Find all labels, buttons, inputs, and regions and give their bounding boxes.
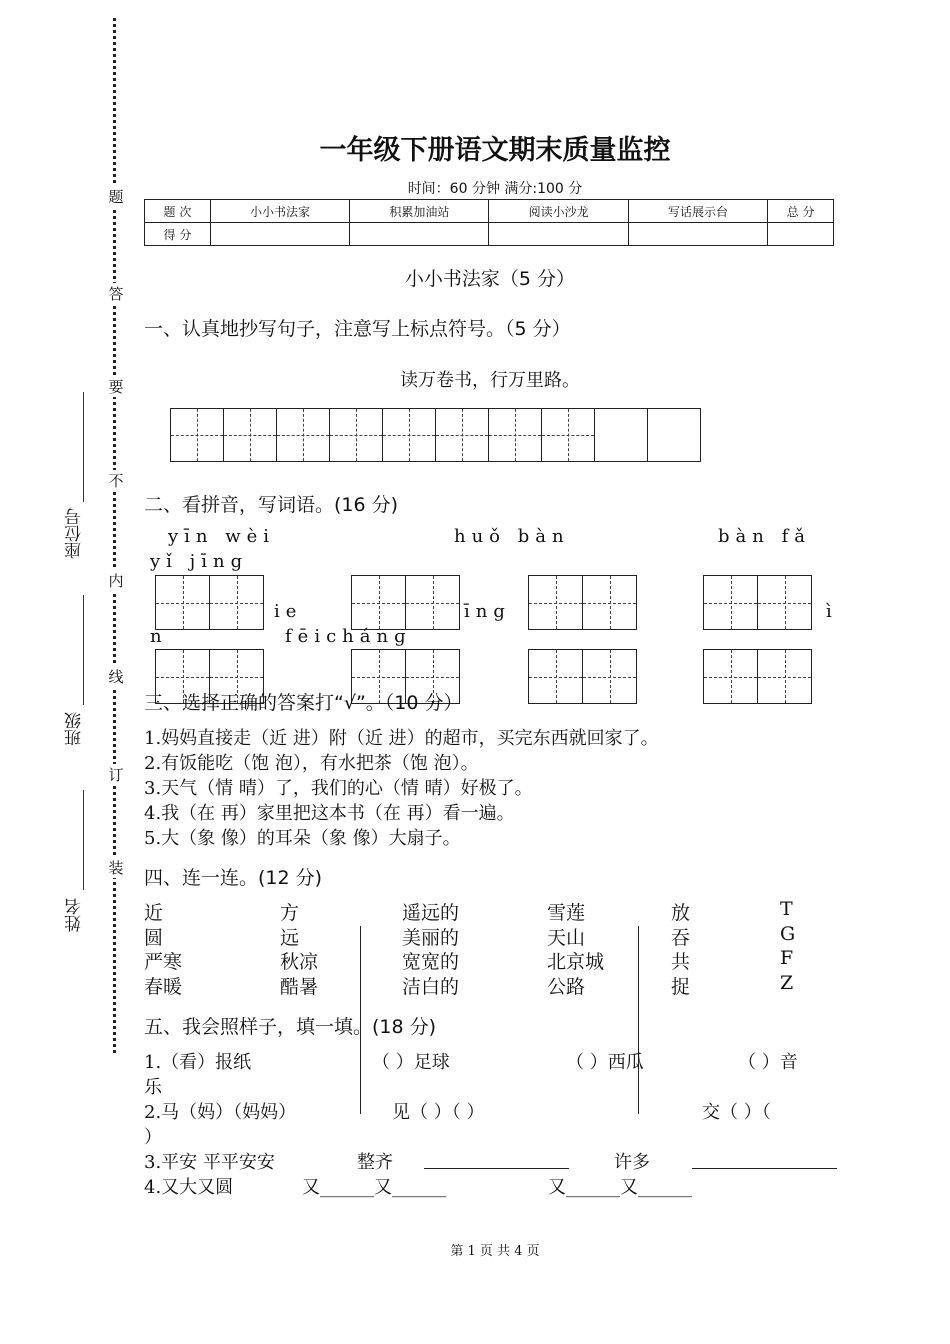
match-item[interactable]: T: [780, 898, 793, 920]
grid-cell[interactable]: [541, 408, 595, 462]
score-cell[interactable]: [350, 223, 489, 246]
grid-cell[interactable]: [209, 575, 264, 630]
grid-cell[interactable]: [582, 649, 637, 704]
score-header: 写话展示台: [628, 200, 767, 223]
match-item[interactable]: 酷暑: [280, 976, 319, 998]
section-heading: 小小书法家（5 分）: [404, 268, 576, 290]
page-title: 一年级下册语文期末质量监控: [319, 135, 671, 166]
grid-cell[interactable]: [582, 575, 637, 630]
match-item[interactable]: 远: [280, 927, 300, 949]
score-cell[interactable]: [210, 223, 349, 246]
binding-char: 要: [108, 378, 124, 396]
grid-cell[interactable]: [405, 575, 460, 630]
match-item[interactable]: 洁白的: [402, 976, 460, 998]
binding-char: 题: [108, 188, 124, 206]
question-2-heading: 二、看拼音，写词语。(16 分): [144, 494, 399, 516]
choice-line: 2.有饭能吃（饱 泡），有水把茶（饱 泡）。: [144, 753, 479, 774]
score-header: 小小书法家: [210, 200, 349, 223]
tianzige-pair[interactable]: [529, 649, 637, 704]
tianzige-pair[interactable]: [529, 575, 637, 630]
score-row-label: 得 分: [145, 223, 211, 246]
answer-underline[interactable]: [692, 1168, 837, 1169]
match-item[interactable]: 北京城: [547, 951, 605, 973]
grid-cell[interactable]: [528, 649, 583, 704]
pinyin: yǐ jīng: [150, 551, 249, 572]
grid-cell[interactable]: [382, 408, 436, 462]
column-divider: [638, 926, 639, 1114]
choice-line: 5.大（象 像）的耳朵（象 像）大扇子。: [144, 828, 461, 849]
pinyin: ie: [274, 601, 303, 622]
grid-cell[interactable]: [703, 649, 758, 704]
pinyin: ì: [826, 601, 838, 622]
grid-cell[interactable]: [703, 575, 758, 630]
choice-line: 1.妈妈直接走（近 进）附（近 进）的超市，买完东西就回家了。: [144, 728, 659, 749]
grid-cell[interactable]: [170, 408, 224, 462]
fill-blank[interactable]: （ ）足球: [372, 1052, 450, 1073]
match-item[interactable]: 秋凉: [280, 951, 319, 973]
page-footer: 第 1 页 共 4 页: [450, 1244, 540, 1259]
grid-cell[interactable]: [276, 408, 330, 462]
fill-blank[interactable]: 又______又______: [302, 1177, 446, 1198]
grid-cell[interactable]: [155, 575, 210, 630]
fill-line: 1.（看）报纸: [144, 1052, 252, 1073]
binding-char: 答: [108, 285, 124, 303]
score-header: 总 分: [768, 200, 834, 223]
question-5-heading: 五、我会照样子，填一填。(18 分): [144, 1016, 437, 1038]
fill-line: 许多: [614, 1152, 650, 1173]
choice-line: 3.天气（情 晴）了，我们的心（情 晴）好极了。: [144, 778, 533, 799]
match-item[interactable]: 宽宽的: [402, 951, 460, 973]
match-item[interactable]: 近: [144, 902, 164, 924]
binding-char: 线: [108, 668, 124, 686]
score-table: [144, 199, 834, 246]
answer-underline[interactable]: [424, 1168, 569, 1169]
fill-line: 乐: [144, 1077, 162, 1098]
match-item[interactable]: 捉: [671, 976, 691, 998]
tianzige-pair[interactable]: [704, 575, 812, 630]
grid-cell[interactable]: [223, 408, 277, 462]
binding-char: 不: [108, 472, 124, 490]
choice-line: 4.我（在 再）家里把这本书（在 再）看一遍。: [144, 803, 515, 824]
match-item[interactable]: 天山: [547, 927, 586, 949]
name-line: [83, 790, 84, 890]
question-1-heading: 一、认真地抄写句子，注意写上标点符号。（5 分）: [144, 318, 571, 340]
fill-line: ）: [144, 1127, 162, 1148]
match-item[interactable]: 圆: [144, 927, 164, 949]
fill-blank[interactable]: （ ）西瓜: [566, 1052, 644, 1073]
fill-blank[interactable]: 见（ ）（ ）: [392, 1102, 485, 1123]
fill-blank[interactable]: （ ）音: [738, 1052, 798, 1073]
grid-cell[interactable]: [594, 408, 648, 462]
pinyin: fēichánɡ: [285, 626, 412, 647]
name-label: 姓名: [65, 898, 85, 932]
grid-cell[interactable]: [757, 575, 812, 630]
pinyin: huǒ bàn: [454, 526, 570, 547]
question-3-heading: 三、选择正确的答案打“√”。（10 分）: [144, 692, 463, 714]
score-header: 阅读小沙龙: [489, 200, 628, 223]
fill-line: 3.平安 平平安安: [144, 1152, 275, 1173]
score-cell[interactable]: [489, 223, 628, 246]
pinyin: yīn wèi: [168, 526, 276, 547]
grid-cell[interactable]: [757, 649, 812, 704]
grid-cell[interactable]: [488, 408, 542, 462]
pinyin: īng: [464, 601, 511, 622]
grid-cell[interactable]: [329, 408, 383, 462]
fill-blank[interactable]: 又______又______: [548, 1177, 692, 1198]
match-item[interactable]: 放: [671, 902, 691, 924]
pinyin: bàn fǎ: [718, 526, 811, 547]
binding-dotted-line: [113, 18, 116, 1053]
class-label: 班级: [65, 712, 85, 746]
writing-grid[interactable]: [171, 408, 701, 462]
match-item[interactable]: 美丽的: [402, 927, 460, 949]
exam-info: 时间：60 分钟 满分:100 分: [407, 181, 583, 197]
fill-blank[interactable]: 交（ ）（: [702, 1102, 771, 1123]
class-line: [83, 595, 84, 705]
grid-cell[interactable]: [351, 575, 406, 630]
question-4-heading: 四、连一连。(12 分): [144, 867, 323, 889]
match-item[interactable]: 春暖: [144, 976, 183, 998]
fill-line: 2.马（妈）（妈妈）: [144, 1102, 297, 1123]
match-item[interactable]: 遥远的: [402, 902, 460, 924]
match-item[interactable]: 共: [671, 951, 691, 973]
match-item[interactable]: F: [780, 947, 794, 969]
match-item[interactable]: 公路: [547, 976, 586, 998]
grid-cell[interactable]: [435, 408, 489, 462]
binding-char: 订: [108, 766, 124, 784]
binding-char: 内: [108, 572, 124, 590]
seat-number-line: [83, 392, 84, 502]
match-item[interactable]: 雪莲: [547, 902, 586, 924]
seat-number-label: 座位号: [65, 508, 85, 559]
tianzige-pair[interactable]: [156, 575, 264, 630]
match-item[interactable]: 吞: [671, 927, 691, 949]
score-cell[interactable]: [628, 223, 767, 246]
binding-char: 装: [108, 859, 124, 877]
match-item[interactable]: 方: [280, 902, 300, 924]
tianzige-pair[interactable]: [704, 649, 812, 704]
copy-sentence: 读万卷书，行万里路。: [400, 370, 580, 391]
grid-cell[interactable]: [647, 408, 701, 462]
score-cell[interactable]: [768, 223, 834, 246]
score-header: 积累加油站: [350, 200, 489, 223]
tianzige-pair[interactable]: [352, 575, 460, 630]
pinyin: n: [150, 626, 168, 647]
fill-line: 4.又大又圆: [144, 1177, 234, 1198]
match-item[interactable]: 严寒: [144, 951, 183, 973]
match-item[interactable]: Z: [780, 972, 794, 994]
fill-line: 整齐: [357, 1152, 393, 1173]
score-header: 题 次: [145, 200, 211, 223]
match-item[interactable]: G: [780, 923, 796, 945]
grid-cell[interactable]: [528, 575, 583, 630]
